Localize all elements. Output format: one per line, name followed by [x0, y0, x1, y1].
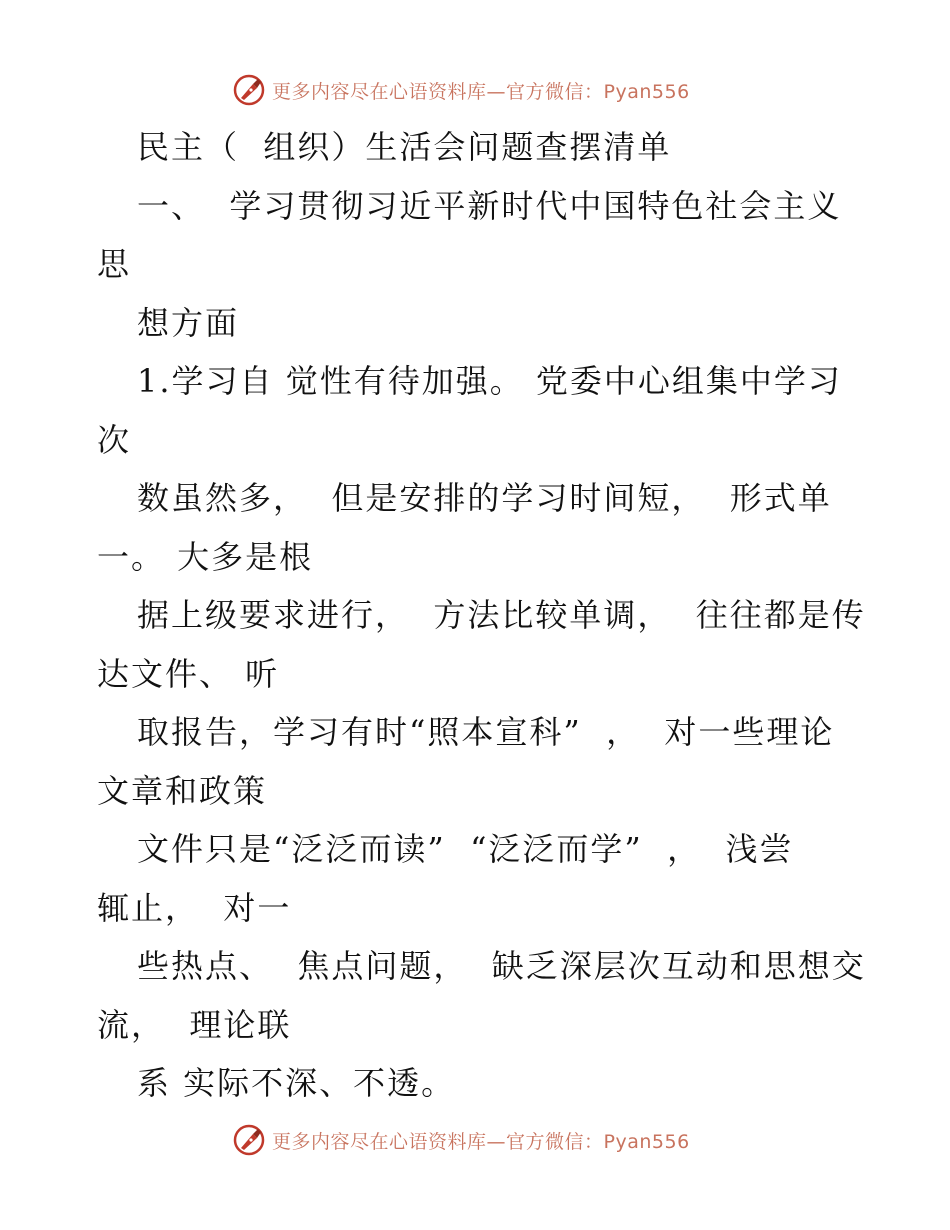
document-body	[97, 118, 867, 1113]
text-line: 达文件、 听	[97, 654, 280, 693]
text-line: 想方面	[137, 303, 240, 342]
text-line: 些热点、 焦点问题， 缺乏深层次互动和思想交	[137, 947, 866, 985]
text-line: 思	[97, 245, 132, 283]
footer-watermark	[232, 1120, 752, 1160]
text-line: 辄止， 对一	[97, 888, 292, 927]
pen-nib-logo-icon	[232, 73, 266, 107]
text-line: 系 实际不深、不透。	[137, 1064, 456, 1102]
text-line: 一、 学习贯彻习近平新时代中国特色社会主义	[137, 186, 842, 225]
text-line: 民主（ 组织）生活会问题查摆清单	[137, 128, 672, 166]
text-line: 流， 理论联	[97, 1005, 292, 1044]
text-line: 文章和政策	[97, 771, 268, 810]
text-line: 取报告，学习有时“照本宣科” ， 对一些理论	[137, 713, 835, 751]
text-line: 1.学习自 觉性有待加强。 党委中心组集中学习	[137, 362, 842, 400]
text-line: 数虽然多， 但是安排的学习时间短， 形式单	[137, 479, 832, 517]
watermark-text: 更多内容尽在心语资料库—官方微信：Pyan556	[272, 1130, 690, 1153]
text-line: 据上级要求进行， 方法比较单调， 往往都是传	[137, 596, 866, 634]
watermark-text: 更多内容尽在心语资料库—官方微信：Pyan556	[272, 80, 690, 103]
header-watermark	[232, 70, 752, 110]
text-line: 文件只是“泛泛而读” “泛泛而学” ， 浅尝	[137, 830, 794, 868]
pen-nib-logo-icon	[232, 1123, 266, 1157]
text-line: 一。 大多是根	[97, 537, 314, 576]
text-line: 次	[97, 420, 132, 459]
